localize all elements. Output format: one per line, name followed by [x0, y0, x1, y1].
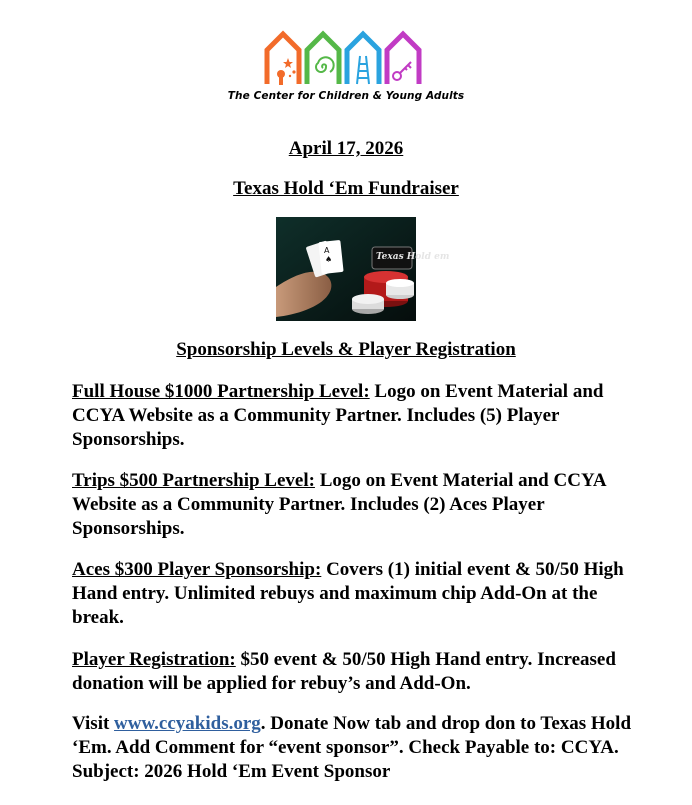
level-heading: Aces $300 Player Sponsorship:: [72, 559, 322, 580]
level-heading: Trips $500 Partnership Level:: [72, 470, 315, 491]
org-logo: [0, 28, 692, 102]
ladder-icon: [357, 56, 369, 84]
website-link[interactable]: www.ccyakids.org: [114, 713, 261, 734]
star-hand-icon: [277, 58, 296, 85]
level-text: Logo on Event Material and CCYA Website as a Community Partner. Includes (2) Aces Player Sponsorships.: [72, 470, 606, 539]
level-heading: Full House $1000 Partnership Level:: [72, 381, 370, 402]
houses-logo-icon: [261, 28, 431, 86]
level-full-house: [72, 380, 632, 452]
texas-holdem-logo-text: Texas Hold em: [376, 252, 450, 262]
event-date: April 17, 2026: [288, 138, 404, 159]
player-registration: [72, 648, 632, 696]
blue-house-icon: [347, 34, 379, 84]
visit-prefix: Visit: [72, 713, 115, 734]
event-photo: [276, 217, 450, 321]
event-title: Texas Hold ‘Em Fundraiser: [233, 178, 459, 199]
level-text: Covers (1) initial event & 50/50 High Hand entry. Unlimited rebuys and maximum chip Add-On at the break.: [72, 559, 624, 628]
level-trips: [72, 469, 632, 541]
magenta-house-icon: [387, 34, 419, 84]
level-text: $50 event & 50/50 High Hand entry. Increased donation will be applied for rebuy’s and Add-On.: [72, 649, 616, 694]
key-icon: [393, 62, 411, 80]
level-heading: Player Registration:: [72, 649, 236, 670]
poker-scene-icon: [276, 217, 450, 321]
level-text: Logo on Event Material and CCYA Website as a Community Partner. Includes (5) Player Sponsorships.: [72, 381, 604, 450]
svg-text:A: A: [324, 246, 330, 255]
spiral-sun-icon: [316, 57, 334, 72]
svg-text:♠: ♠: [325, 255, 333, 264]
green-house-icon: [307, 34, 339, 84]
section-title: Sponsorship Levels & Player Registration: [176, 339, 516, 360]
visit-instructions: [72, 712, 632, 784]
org-name: The Center for Children & Young Adults: [227, 90, 465, 102]
level-aces: [72, 558, 632, 630]
visit-suffix: . Donate Now tab and drop don to Texas Hold ‘Em. Add Comment for “event sponsor”. Check Payable to: CCYA. Subject: 2026 Hold ‘Em Event Sponsor: [72, 713, 632, 782]
